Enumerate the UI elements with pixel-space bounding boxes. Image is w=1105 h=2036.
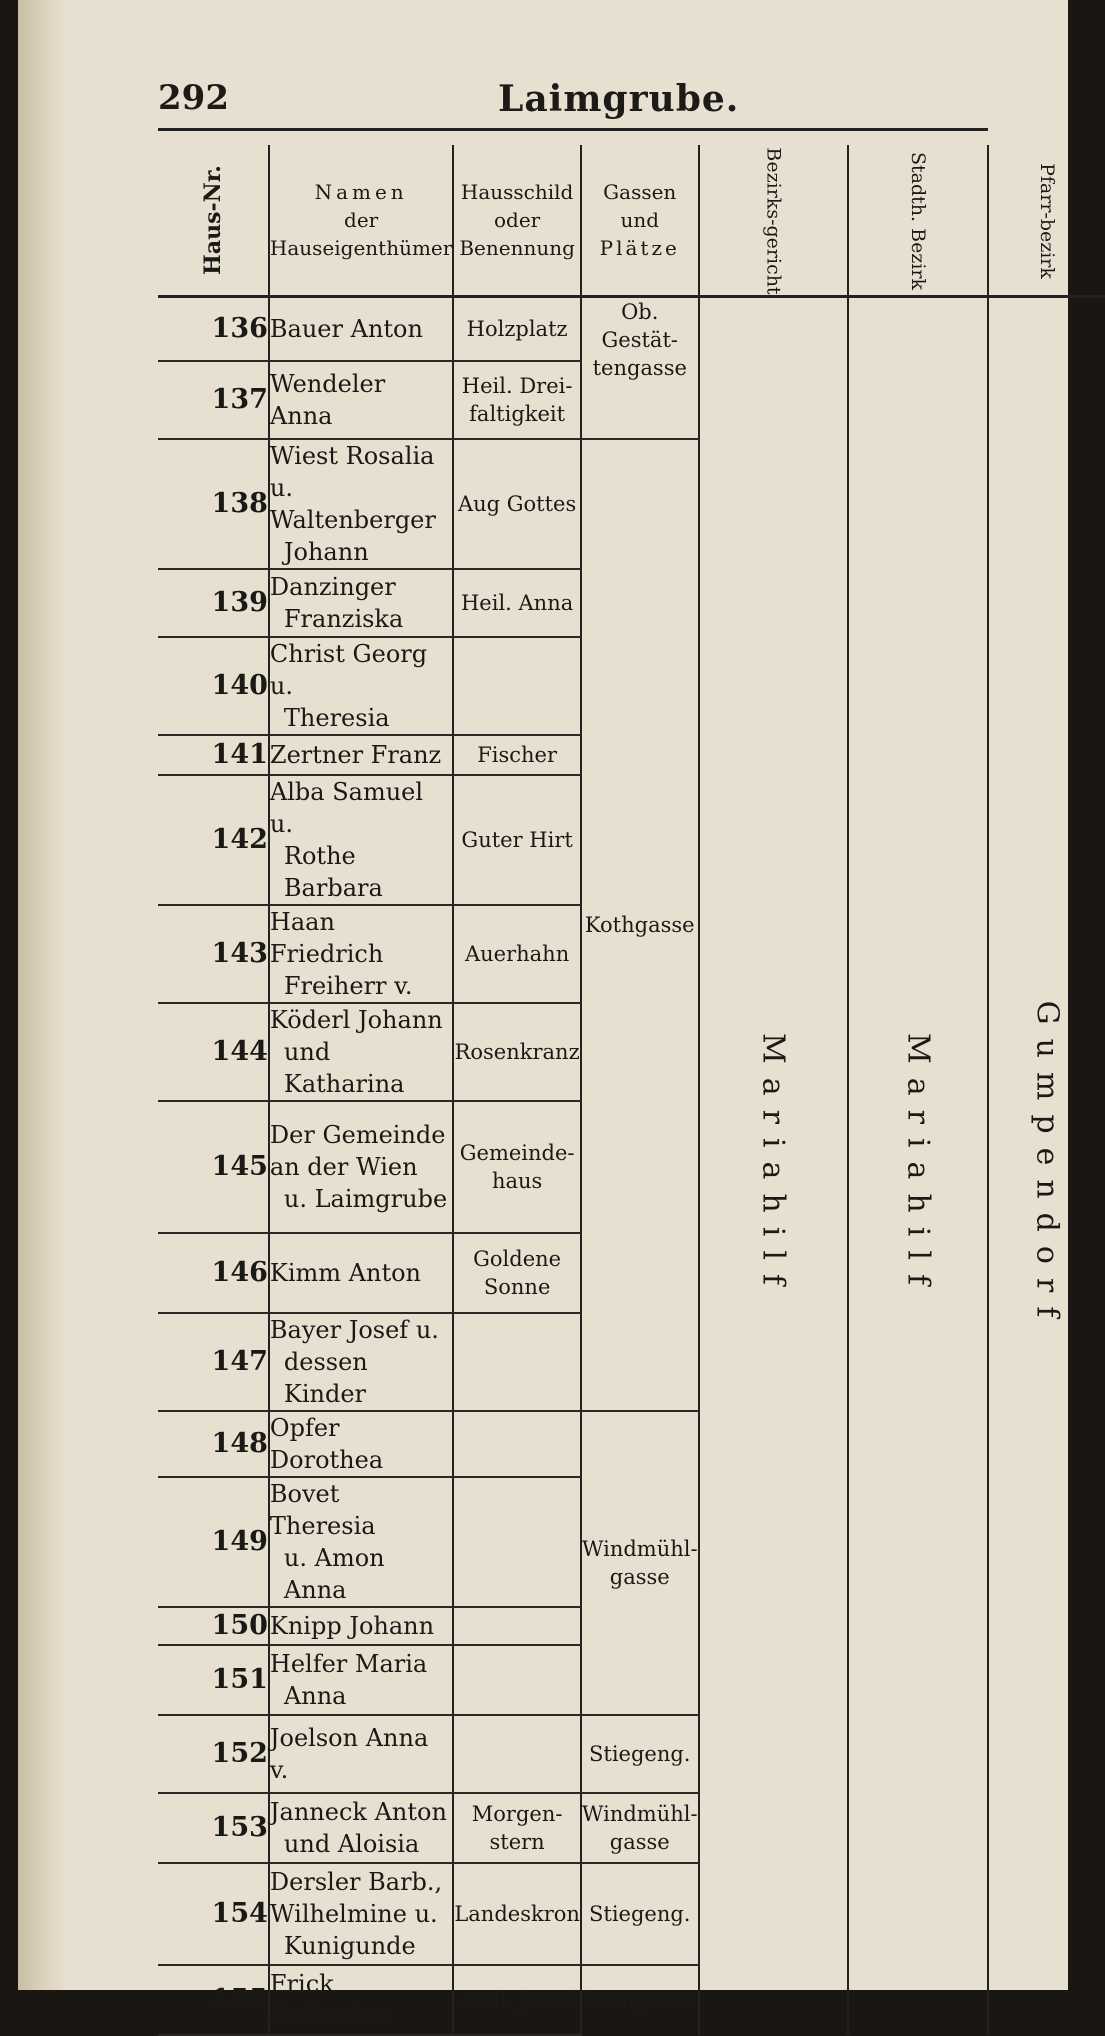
street-name-line: gasse — [609, 1564, 670, 1589]
house-sign — [453, 1003, 581, 1101]
house-sign-line: Landeskron — [454, 1901, 580, 1926]
header-pfarrbezirk: Pfarr-bezirk — [988, 145, 1105, 297]
house-sign — [453, 1607, 581, 1645]
book-gutter — [18, 0, 66, 1990]
house-sign — [453, 735, 581, 775]
house-number: 146 — [158, 1233, 269, 1313]
house-sign — [453, 1101, 581, 1233]
header-bezirksgericht: Bezirks-gericht — [699, 145, 848, 297]
owner-name-line: Theresia — [283, 703, 390, 732]
owner-name — [269, 361, 453, 439]
owner-name-line: Bovet Theresia — [269, 1479, 376, 1540]
owner-name — [269, 1863, 453, 1965]
owner-name — [269, 1233, 453, 1313]
house-sign — [453, 1645, 581, 1715]
house-sign-line: Heil. Anna — [460, 590, 574, 615]
owner-name-line: und Aloisia — [283, 1829, 420, 1858]
house-number: 141 — [158, 735, 269, 775]
house-number: 144 — [158, 1003, 269, 1101]
house-sign-line: haus — [491, 1168, 543, 1193]
document-page — [18, 0, 1068, 2030]
house-sign-line: Auerhahn — [464, 941, 570, 966]
owner-name-line: Freiherr v. — [283, 971, 413, 1000]
header-rule — [158, 128, 988, 131]
street-name-line: Ob. Gestät- — [601, 300, 678, 352]
owner-name-line: Alba Samuel u. — [269, 777, 424, 838]
house-sign — [453, 361, 581, 439]
owner-name — [269, 1793, 453, 1863]
owner-name — [269, 1965, 453, 2035]
house-sign-line: Aug Gottes — [457, 491, 577, 516]
owner-name-line: Dersler Barb., — [269, 1867, 443, 1896]
house-sign — [453, 1233, 581, 1313]
header-name: Namen der Hauseigenthümer — [269, 145, 453, 297]
owner-name-line: Wiest Rosalia u. — [269, 441, 435, 502]
owner-name-line: Bayer Josef u. — [269, 1315, 439, 1344]
table-header-row — [158, 145, 1105, 297]
street-name — [581, 1793, 699, 1863]
owner-name — [269, 1101, 453, 1233]
owner-name-line: und Katharina — [283, 1037, 405, 1098]
house-sign — [453, 1863, 581, 1965]
house-number: 151 — [158, 1645, 269, 1715]
header-stadtbezirk: Stadth. Bezirk — [848, 145, 988, 297]
house-sign-line: Rosenkranz — [454, 1039, 580, 1064]
house-sign-line: Morgen- — [471, 1801, 563, 1826]
street-name-line: gasse — [609, 1829, 670, 1854]
owner-name — [269, 905, 453, 1003]
house-sign-line: Heil. Drei- — [461, 373, 573, 398]
street-name: Stiegeng. — [581, 1863, 699, 1965]
street-name: Stiegeng. — [581, 1715, 699, 1793]
house-number: 139 — [158, 569, 269, 637]
house-number: 136 — [158, 297, 269, 361]
owner-name-line: Joelson Anna v. — [269, 1723, 429, 1784]
street-name — [581, 297, 699, 439]
owner-name-line: Kunigunde — [283, 1931, 416, 1960]
stadtbezirk-column-text: Mariahilf — [900, 1033, 936, 1300]
owner-name-line: Der Gemeinde — [269, 1120, 446, 1149]
owner-name — [269, 1477, 453, 1607]
owner-name — [269, 439, 453, 569]
owner-name-line: Bauer Anton — [269, 314, 423, 343]
bezirksgericht-column — [699, 297, 848, 2035]
street-name: Kothgasse — [581, 439, 699, 1411]
owner-name-line: Danzinger — [269, 572, 396, 601]
header-schild: Hausschild oder Benennung — [453, 145, 581, 297]
owner-name-line: Janneck Anton — [269, 1797, 447, 1826]
owner-name — [269, 297, 453, 361]
owner-name — [269, 1645, 453, 1715]
house-number: 154 — [158, 1863, 269, 1965]
stadtbezirk-column — [848, 297, 988, 2035]
header-gasse: Gassen und Plätze — [581, 145, 699, 297]
house-sign-line: Sonne — [483, 1274, 551, 1299]
house-sign-line: Guter Hirt — [461, 827, 573, 852]
house-sign-line: Fischer — [477, 742, 558, 767]
owner-name — [269, 1313, 453, 1411]
house-sign — [453, 1411, 581, 1477]
owner-name-line: Haan Friedrich — [269, 907, 384, 968]
house-number: 138 — [158, 439, 269, 569]
street-name — [581, 1411, 699, 1715]
owner-name — [269, 1607, 453, 1645]
owner-name-line: Wilhelmine u. — [269, 1899, 438, 1928]
owner-name-line: u. Laimgrube — [283, 1184, 448, 1213]
running-header — [158, 78, 988, 128]
house-number: 150 — [158, 1607, 269, 1645]
house-sign — [453, 1313, 581, 1411]
house-register-table — [158, 145, 1105, 2036]
house-number: 140 — [158, 637, 269, 735]
owner-name — [269, 775, 453, 905]
owner-name-line: an der Wien — [269, 1152, 418, 1181]
owner-name — [269, 1003, 453, 1101]
house-number: 145 — [158, 1101, 269, 1233]
owner-name-line: Köderl Johann — [269, 1005, 443, 1034]
street-name: Kothgasse — [581, 1965, 699, 2035]
owner-name-line: dessen Kinder — [283, 1347, 368, 1408]
owner-name-line: Zertner Franz — [269, 740, 442, 769]
house-sign — [453, 569, 581, 637]
house-sign — [453, 297, 581, 361]
owner-name-line: Knipp Johann — [269, 1611, 435, 1640]
house-sign — [453, 775, 581, 905]
pfarrbezirk-column — [988, 297, 1105, 2035]
house-number: 137 — [158, 361, 269, 439]
owner-name-line: Franziska — [283, 604, 404, 633]
header-nr: Haus-Nr. — [158, 145, 269, 297]
house-number: 142 — [158, 775, 269, 905]
owner-name-line: Johann — [283, 537, 369, 566]
house-sign — [453, 1965, 581, 2035]
house-sign — [453, 1477, 581, 1607]
owner-name-line: Anna — [283, 1681, 347, 1710]
street-name-line: Windmühl- — [581, 1801, 698, 1826]
house-sign — [453, 1715, 581, 1793]
house-number: 155 — [158, 1965, 269, 2035]
owner-name — [269, 735, 453, 775]
house-sign-line: Gemeinde- — [459, 1140, 575, 1165]
owner-name-line: Wendeler Anna — [269, 369, 386, 430]
street-name-line: Windmühl- — [581, 1536, 698, 1561]
owner-name — [269, 569, 453, 637]
owner-name-line: u. Amon Anna — [283, 1543, 385, 1604]
house-number: 152 — [158, 1715, 269, 1793]
house-sign-line: Goldene — [473, 1246, 562, 1271]
house-number: 153 — [158, 1793, 269, 1863]
owner-name-line: Frick Katharina — [269, 1969, 391, 2030]
bezirksgericht-column-text: Mariahilf — [755, 1033, 791, 1300]
house-sign — [453, 1793, 581, 1863]
street-name-line: tengasse — [592, 356, 687, 380]
owner-name-line: Christ Georg u. — [269, 639, 428, 700]
owner-name-line: Waltenberger — [269, 505, 436, 534]
owner-name-line: Kimm Anton — [269, 1258, 421, 1287]
pfarrbezirk-column-text: Gumpendorf — [1029, 1000, 1065, 1332]
house-number: 148 — [158, 1411, 269, 1477]
house-number: 147 — [158, 1313, 269, 1411]
house-sign — [453, 439, 581, 569]
table-row — [158, 297, 1105, 361]
house-sign-line: Heil. Josef — [462, 1987, 572, 2012]
page-title: Laimgrube. — [498, 78, 740, 120]
house-number: 143 — [158, 905, 269, 1003]
owner-name-line: Rothe Barbara — [283, 841, 383, 902]
page-number: 292 — [158, 78, 229, 118]
house-sign-line: stern — [489, 1829, 545, 1854]
house-sign — [453, 637, 581, 735]
owner-name-line: Helfer Maria — [269, 1649, 428, 1678]
house-number: 149 — [158, 1477, 269, 1607]
house-sign — [453, 905, 581, 1003]
owner-name-line: Opfer Dorothea — [269, 1413, 384, 1474]
owner-name — [269, 637, 453, 735]
house-sign-line: faltigkeit — [469, 401, 566, 426]
owner-name — [269, 1715, 453, 1793]
house-sign-line: Holzplatz — [466, 316, 568, 341]
owner-name — [269, 1411, 453, 1477]
